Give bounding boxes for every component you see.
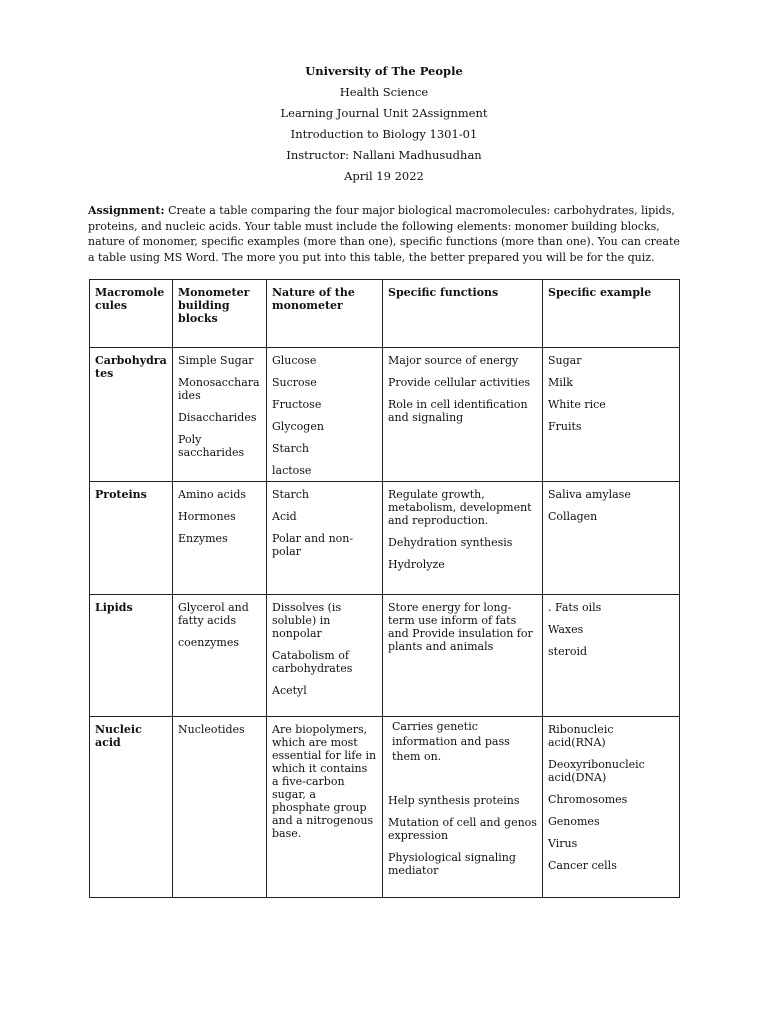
header-monomer-nature: Nature of the monometer: [267, 280, 383, 348]
cell-item: Poly saccharides: [178, 433, 245, 459]
row-name: Lipids: [90, 595, 173, 717]
macromolecule-table: [89, 279, 680, 898]
cell-item: Deoxyribonucleic acid(DNA): [548, 758, 645, 784]
cell-item: Sucrose: [272, 376, 317, 389]
cell-item: Are biopolymers, which are most essential for life in which it contains a five-carbon sugar, a phosphate group and a nitrogenous base.: [272, 723, 377, 840]
cell-item: Milk: [548, 376, 573, 389]
assignment-paragraph: [88, 203, 688, 265]
table-cell: [543, 482, 680, 595]
cell-item: Physiological signaling mediator: [388, 851, 516, 877]
table-cell: [173, 595, 267, 717]
header-functions: Specific functions: [383, 280, 543, 348]
table-row: [90, 717, 680, 898]
cell-item: White rice: [548, 398, 606, 411]
cell-item: Role in cell identification and signaling: [388, 398, 528, 424]
table-cell: [383, 595, 543, 717]
cell-item: Simple Sugar: [178, 354, 254, 367]
cell-item: Disaccharides: [178, 411, 257, 424]
table-cell: [543, 595, 680, 717]
cell-item: Cancer cells: [548, 859, 617, 872]
cell-item: steroid: [548, 645, 588, 658]
cell-item: Store energy for long-term use inform of fats and Provide insulation for plants and animals: [388, 601, 533, 653]
table-cell: [543, 348, 680, 482]
cell-item: Major source of energy: [388, 354, 519, 367]
cell-item: Genomes: [548, 815, 600, 828]
table-cell: [173, 717, 267, 898]
cell-item: Catabolism of carbohydrates: [272, 649, 353, 675]
table-row: [90, 348, 680, 482]
cell-item: Fructose: [272, 398, 322, 411]
table-row: [90, 595, 680, 717]
table-cell: [173, 482, 267, 595]
cell-item: Polar and non-polar: [272, 532, 354, 558]
cell-item: Acid: [272, 510, 297, 523]
cell-item: Glycogen: [272, 420, 324, 433]
cell-item: Fruits: [548, 420, 582, 433]
department-line: Health Science: [339, 85, 429, 99]
cell-item: coenzymes: [178, 636, 239, 649]
cell-item: Starch: [272, 442, 310, 455]
cell-item: Mutation of cell and genos expression: [388, 816, 537, 842]
cell-item: Monosaccharа ides: [178, 376, 260, 402]
cell-item: Enzymes: [178, 532, 228, 545]
assignment-label: Assignment:: [88, 204, 165, 217]
cell-item: Hydrolyze: [388, 558, 445, 571]
table-cell: [267, 717, 383, 898]
instructor-line: Instructor: Nallani Madhusudhan: [286, 148, 482, 162]
cell-item: lactose: [272, 464, 312, 477]
header-macromolecules: Macromole cules: [90, 280, 173, 348]
cell-item: Help synthesis proteins: [388, 794, 520, 807]
table-cell: [383, 348, 543, 482]
cell-item: Carries genetic information and pass them on.: [392, 720, 510, 763]
date-line: April 19 2022: [344, 169, 424, 183]
assignment-text: Create a table comparing the four major biological macromolecules: carbohydrates, lipids, proteins, and nucleic acids. Your table must include the following elements: monomer building blocks, nature of monomer, specific examples (more than one), specific functions (more than one). You can create a table using MS Word. The more you put into this table, the better prepared you will be for the quiz.: [88, 204, 680, 264]
cell-item: Amino acids: [178, 488, 247, 501]
row-name: Carbohydra tes: [90, 348, 173, 482]
cell-item: Glucose: [272, 354, 317, 367]
cell-item: Hormones: [178, 510, 236, 523]
table-cell: [383, 717, 543, 898]
table-cell: [543, 717, 680, 898]
journal-line: Learning Journal Unit 2Assignment: [280, 106, 488, 120]
university-title: University of The People: [305, 64, 463, 78]
cell-item: Acetyl: [272, 684, 307, 697]
cell-item: . Fats oils: [548, 601, 602, 614]
table-cell: [173, 348, 267, 482]
cell-item: Sugar: [548, 354, 582, 367]
table-cell: [267, 348, 383, 482]
cell-item: Starch: [272, 488, 310, 501]
table-cell: [267, 482, 383, 595]
cell-item: Dehydration synthesis: [388, 536, 513, 549]
cell-item: Collagen: [548, 510, 598, 523]
cell-item: Waxes: [548, 623, 584, 636]
cell-item: Chromosomes: [548, 793, 628, 806]
cell-item: Provide cellular activities: [388, 376, 531, 389]
course-line: Introduction to Biology 1301-01: [290, 127, 478, 141]
table-header-row: [90, 280, 680, 348]
cell-item: Regulate growth, metabolism, development and reproduction.: [388, 488, 532, 527]
header-monomer-blocks: Monometer building blocks: [173, 280, 267, 348]
cell-item: Saliva amylase: [548, 488, 631, 501]
cell-item: Glycerol and fatty acids: [178, 601, 249, 627]
header-examples: Specific example: [543, 280, 680, 348]
row-name: Nucleic acid: [90, 717, 173, 898]
row-name: Proteins: [90, 482, 173, 595]
table-cell: [267, 595, 383, 717]
table-row: [90, 482, 680, 595]
table-cell: [383, 482, 543, 595]
cell-item: Virus: [548, 837, 578, 850]
cell-item: Ribonucleic acid(RNA): [548, 723, 614, 749]
cell-item: Nucleotides: [178, 723, 245, 736]
document-header: [0, 61, 768, 187]
cell-item: Dissolves (is soluble) in nonpolar: [272, 601, 342, 640]
